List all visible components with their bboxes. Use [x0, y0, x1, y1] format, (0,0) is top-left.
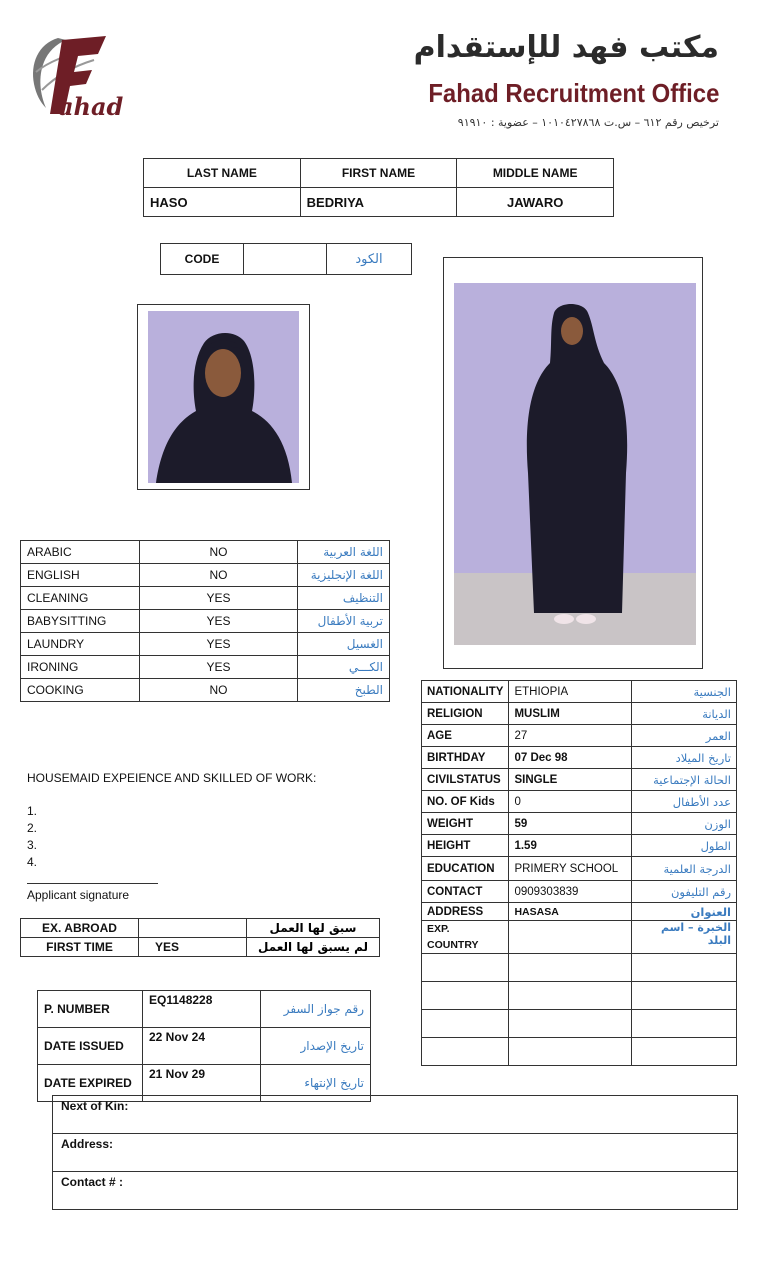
info-value: 0	[509, 791, 632, 813]
empty-cell	[509, 1038, 632, 1066]
table-row	[422, 813, 737, 835]
last-name-value: HASO	[144, 188, 301, 217]
skill-label: CLEANING	[21, 587, 140, 610]
info-label: HEIGHT	[422, 835, 509, 857]
code-value	[244, 244, 327, 275]
middle-name-value: JAWARO	[457, 188, 614, 217]
table-row	[38, 1028, 371, 1065]
office-name-english: Fahad Recruitment Office	[427, 78, 719, 108]
passport-label-arabic: رقم جواز السفر	[261, 991, 371, 1028]
info-label: AGE	[422, 725, 509, 747]
table-row	[422, 881, 737, 903]
list-item: 4.	[27, 855, 38, 869]
skill-label-arabic: اللغة العربية	[298, 541, 390, 564]
skill-label: LAUNDRY	[21, 633, 140, 656]
passport-value: 22 Nov 24	[143, 1028, 261, 1065]
exp-label-line2: COUNTRY	[427, 939, 479, 951]
skill-label-arabic: اللغة الإنجليزية	[298, 564, 390, 587]
skill-label-arabic: التنظيف	[298, 587, 390, 610]
table-row	[422, 903, 737, 921]
skill-value: NO	[140, 541, 298, 564]
table-row	[21, 919, 380, 938]
info-value: ETHIOPIA	[509, 681, 632, 703]
passport-label-arabic: تاريخ الإصدار	[261, 1028, 371, 1065]
info-label: ADDRESS	[422, 903, 509, 921]
table-row	[422, 769, 737, 791]
abroad-label-arabic: سبق لها العمل	[247, 919, 380, 938]
passport-value: 21 Nov 29	[143, 1065, 261, 1102]
table-row	[422, 725, 737, 747]
info-label: BIRTHDAY	[422, 747, 509, 769]
exp-label-line1: EXP.	[427, 923, 450, 935]
woman-portrait-icon	[148, 311, 299, 483]
info-value: PRIMERY SCHOOL	[509, 857, 632, 881]
first-name-header: FIRST NAME	[300, 159, 457, 188]
info-label: WEIGHT	[422, 813, 509, 835]
abroad-value: YES	[139, 938, 247, 957]
empty-cell	[509, 954, 632, 982]
empty-cell	[422, 1038, 509, 1066]
empty-cell	[422, 1010, 509, 1038]
table-row	[422, 954, 737, 982]
office-name-arabic: مكتب فهد للإستقدام	[413, 30, 719, 65]
skill-value: YES	[140, 610, 298, 633]
name-table	[143, 158, 614, 217]
exp-country-value	[509, 921, 632, 954]
table-row	[21, 633, 390, 656]
table-row	[422, 747, 737, 769]
table-row	[21, 564, 390, 587]
passport-value: EQ1148228	[143, 991, 261, 1028]
middle-name-header: MIDDLE NAME	[457, 159, 614, 188]
skill-value: NO	[140, 564, 298, 587]
fahad-logo	[28, 32, 130, 127]
fullbody-photo-frame	[443, 257, 703, 669]
empty-cell	[422, 954, 509, 982]
table-row	[21, 541, 390, 564]
table-row	[21, 587, 390, 610]
experience-heading: HOUSEMAID EXPEIENCE AND SKILLED OF WORK:	[27, 771, 317, 785]
info-label: NATIONALITY	[422, 681, 509, 703]
last-name-header: LAST NAME	[144, 159, 301, 188]
info-label: EDUCATION	[422, 857, 509, 881]
skill-value: YES	[140, 587, 298, 610]
kin-address-label: Address:	[53, 1134, 738, 1172]
skill-value: YES	[140, 633, 298, 656]
info-value: 59	[509, 813, 632, 835]
table-row	[53, 1172, 738, 1210]
info-value: HASASA	[509, 903, 632, 921]
exp-country-label	[422, 921, 509, 954]
passport-label: P. NUMBER	[38, 991, 143, 1028]
next-of-kin-label: Next of Kin:	[53, 1096, 738, 1134]
info-label-arabic: الديانة	[632, 703, 737, 725]
empty-cell	[632, 1038, 737, 1066]
table-row	[422, 857, 737, 881]
skill-label-arabic: تربية الأطفال	[298, 610, 390, 633]
info-value: SINGLE	[509, 769, 632, 791]
fullbody-photo	[454, 283, 696, 645]
skill-label-arabic: الغسيل	[298, 633, 390, 656]
table-row	[422, 681, 737, 703]
info-label-arabic: الحالة الإجتماعية	[632, 769, 737, 791]
personal-info-table	[421, 680, 737, 1066]
code-table	[160, 243, 412, 275]
table-row	[38, 991, 371, 1028]
abroad-label: FIRST TIME	[21, 938, 139, 957]
skill-label: BABYSITTING	[21, 610, 140, 633]
woman-fullbody-icon	[454, 283, 696, 645]
empty-cell	[632, 954, 737, 982]
code-label-arabic: الكود	[327, 244, 412, 275]
table-row	[53, 1134, 738, 1172]
table-row	[422, 1010, 737, 1038]
list-item: 3.	[27, 838, 38, 852]
info-value: MUSLIM	[509, 703, 632, 725]
table-row	[422, 982, 737, 1010]
table-row	[422, 703, 737, 725]
info-value: 27	[509, 725, 632, 747]
table-row	[21, 610, 390, 633]
abroad-label: EX. ABROAD	[21, 919, 139, 938]
first-name-value: BEDRIYA	[300, 188, 457, 217]
code-label: CODE	[161, 244, 244, 275]
logo-text: ahad	[58, 92, 124, 121]
info-value: 1.59	[509, 835, 632, 857]
experience-list	[27, 803, 37, 871]
info-label-arabic: الجنسية	[632, 681, 737, 703]
info-label-arabic: العمر	[632, 725, 737, 747]
table-row	[21, 938, 380, 957]
portrait-photo	[148, 311, 299, 483]
empty-cell	[632, 982, 737, 1010]
info-label: CONTACT	[422, 881, 509, 903]
info-label-arabic: الطول	[632, 835, 737, 857]
info-label-arabic: عدد الأطفال	[632, 791, 737, 813]
table-row	[422, 1038, 737, 1066]
passport-label: DATE EXPIRED	[38, 1065, 143, 1102]
empty-cell	[422, 982, 509, 1010]
info-label-arabic: الدرجة العلمية	[632, 857, 737, 881]
info-label: CIVILSTATUS	[422, 769, 509, 791]
signature-line	[27, 883, 158, 884]
skill-label: ENGLISH	[21, 564, 140, 587]
passport-label-arabic: تاريخ الإنتهاء	[261, 1065, 371, 1102]
portrait-photo-frame	[137, 304, 310, 490]
skill-label: ARABIC	[21, 541, 140, 564]
skill-value: NO	[140, 679, 298, 702]
info-label-arabic: تاريخ الميلاد	[632, 747, 737, 769]
skill-label: COOKING	[21, 679, 140, 702]
skill-label: IRONING	[21, 656, 140, 679]
skill-label-arabic: الكـــي	[298, 656, 390, 679]
empty-cell	[509, 1010, 632, 1038]
signature-label: Applicant signature	[27, 888, 130, 902]
skills-table	[20, 540, 390, 702]
info-label: NO. OF Kids	[422, 791, 509, 813]
info-label-arabic: العنوان	[632, 903, 737, 921]
info-value: 0909303839	[509, 881, 632, 903]
table-row	[422, 835, 737, 857]
passport-label: DATE ISSUED	[38, 1028, 143, 1065]
table-row	[422, 791, 737, 813]
list-item: 2.	[27, 821, 38, 835]
info-label-arabic: الوزن	[632, 813, 737, 835]
table-row	[53, 1096, 738, 1134]
abroad-label-arabic: لم يسبق لها العمل	[247, 938, 380, 957]
table-row	[422, 921, 737, 954]
skill-label-arabic: الطبخ	[298, 679, 390, 702]
info-label: RELIGION	[422, 703, 509, 725]
kin-contact-label: Contact # :	[53, 1172, 738, 1210]
table-row	[21, 679, 390, 702]
next-of-kin-table	[52, 1095, 738, 1210]
license-line: ترخيص رقم ٦١٢ – س.ت ١٠١٠٤٢٧٨٦٨ – عضوية : ٩١٩١٠	[457, 116, 719, 129]
exp-country-label-arabic: الخبرة – اسم البلد	[632, 921, 737, 954]
table-row	[21, 656, 390, 679]
abroad-value	[139, 919, 247, 938]
list-item: 1.	[27, 804, 38, 818]
info-label-arabic: رقم التليفون	[632, 881, 737, 903]
info-value: 07 Dec 98	[509, 747, 632, 769]
skill-value: YES	[140, 656, 298, 679]
abroad-table	[20, 918, 380, 957]
passport-table	[37, 990, 371, 1102]
empty-cell	[509, 982, 632, 1010]
empty-cell	[632, 1010, 737, 1038]
